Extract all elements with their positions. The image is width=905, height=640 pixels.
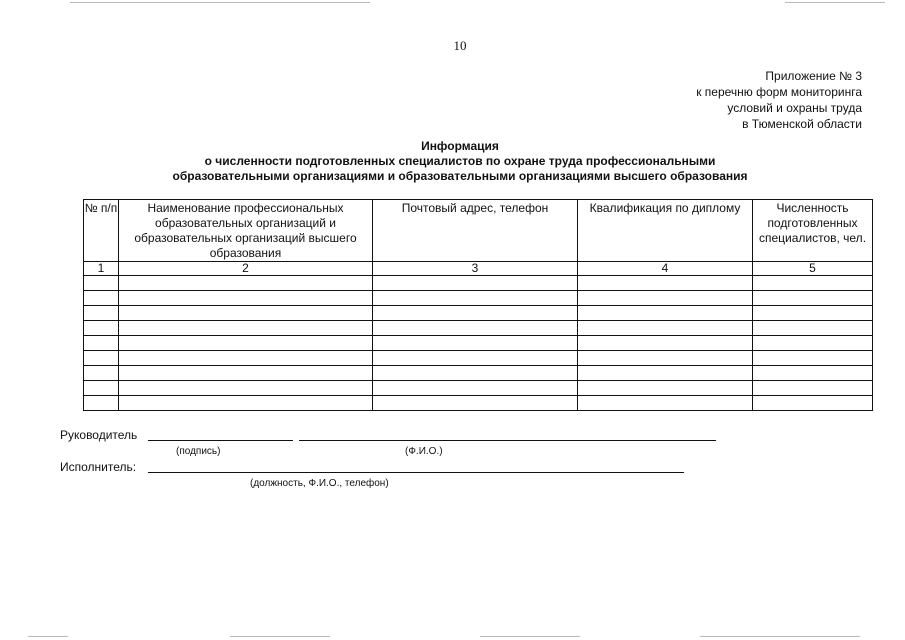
table-cell[interactable] <box>753 291 873 306</box>
appendix-line-1: Приложение № 3 <box>765 69 862 83</box>
table-cell[interactable] <box>119 396 373 411</box>
table-row <box>84 396 873 411</box>
table-cell[interactable] <box>119 366 373 381</box>
table-cell[interactable] <box>119 291 373 306</box>
scan-edge-bottom-right <box>700 636 860 637</box>
table-cell[interactable] <box>373 336 578 351</box>
column-number: 3 <box>373 262 578 276</box>
scan-edge-top-right <box>785 2 885 3</box>
table-cell[interactable] <box>84 396 119 411</box>
column-number: 2 <box>119 262 373 276</box>
table-row <box>84 306 873 321</box>
column-number: 4 <box>578 262 753 276</box>
column-number: 5 <box>753 262 873 276</box>
table-cell[interactable] <box>373 291 578 306</box>
column-number: 1 <box>84 262 119 276</box>
scan-edge-top-left <box>70 2 370 3</box>
table-cell[interactable] <box>753 306 873 321</box>
table-cell[interactable] <box>373 321 578 336</box>
name-caption: (Ф.И.О.) <box>405 446 443 457</box>
table-cell[interactable] <box>753 396 873 411</box>
scan-edge-bottom-left <box>28 636 68 637</box>
specialists-table <box>83 199 873 411</box>
table-row <box>84 321 873 336</box>
table-cell[interactable] <box>84 291 119 306</box>
table-cell[interactable] <box>753 336 873 351</box>
form-title-line-1: Информация <box>421 139 499 153</box>
table-cell[interactable] <box>753 366 873 381</box>
table-cell[interactable] <box>84 366 119 381</box>
table-cell[interactable] <box>119 321 373 336</box>
appendix-line-2: к перечню форм мониторинга <box>696 85 862 99</box>
table-cell[interactable] <box>373 366 578 381</box>
head-signature-line[interactable] <box>148 440 293 441</box>
header-qualification: Квалификация по диплому <box>578 200 753 262</box>
table-cell[interactable] <box>578 321 753 336</box>
signature-caption: (подпись) <box>176 446 221 457</box>
header-organization-name: Наименование профессиональных образовательных организаций и образовательных организаций высшего образования <box>119 200 373 262</box>
table-header-row <box>84 200 873 262</box>
table-cell[interactable] <box>578 396 753 411</box>
header-postal-address: Почтовый адрес, телефон <box>373 200 578 262</box>
table-row <box>84 366 873 381</box>
table-cell[interactable] <box>119 336 373 351</box>
table-cell[interactable] <box>753 276 873 291</box>
table-cell[interactable] <box>373 276 578 291</box>
table-cell[interactable] <box>578 291 753 306</box>
table-cell[interactable] <box>753 381 873 396</box>
head-label: Руководитель <box>60 428 138 442</box>
table-cell[interactable] <box>119 351 373 366</box>
column-number-row <box>84 262 873 276</box>
table-cell[interactable] <box>578 336 753 351</box>
head-name-line[interactable] <box>299 440 716 441</box>
form-title-line-3: образовательными организациями и образовательными организациями высшего образования <box>172 169 748 183</box>
scan-edge-bottom-mid <box>230 636 330 637</box>
table-cell[interactable] <box>84 381 119 396</box>
page-number: 10 <box>453 38 467 53</box>
table-cell[interactable] <box>84 306 119 321</box>
table-cell[interactable] <box>119 306 373 321</box>
table-cell[interactable] <box>753 321 873 336</box>
appendix-line-3: условий и охраны труда <box>727 101 862 115</box>
table-cell[interactable] <box>578 276 753 291</box>
executor-line[interactable] <box>148 472 684 473</box>
table-cell[interactable] <box>753 351 873 366</box>
table-cell[interactable] <box>373 381 578 396</box>
table-row <box>84 291 873 306</box>
executor-label: Исполнитель: <box>60 460 137 474</box>
table-row <box>84 351 873 366</box>
table-cell[interactable] <box>119 276 373 291</box>
form-title <box>0 139 905 184</box>
table-cell[interactable] <box>578 366 753 381</box>
table-cell[interactable] <box>84 276 119 291</box>
header-number: № п/п <box>84 200 119 262</box>
appendix-note <box>696 68 862 132</box>
table-cell[interactable] <box>84 351 119 366</box>
table-row <box>84 336 873 351</box>
header-specialists-count: Численность подготовленных специалистов, чел. <box>753 200 873 262</box>
table-cell[interactable] <box>578 381 753 396</box>
table-row <box>84 381 873 396</box>
table-cell[interactable] <box>578 306 753 321</box>
executor-caption: (должность, Ф.И.О., телефон) <box>250 478 389 489</box>
table-cell[interactable] <box>84 321 119 336</box>
table-cell[interactable] <box>373 306 578 321</box>
scan-edge-bottom-mid-2 <box>480 636 580 637</box>
table-cell[interactable] <box>373 351 578 366</box>
table-cell[interactable] <box>578 351 753 366</box>
table-cell[interactable] <box>119 381 373 396</box>
table-cell[interactable] <box>373 396 578 411</box>
appendix-line-4: в Тюменской области <box>742 117 862 131</box>
form-title-line-2: о численности подготовленных специалистов по охране труда профессиональными <box>204 154 716 168</box>
table-row <box>84 276 873 291</box>
table-cell[interactable] <box>84 336 119 351</box>
